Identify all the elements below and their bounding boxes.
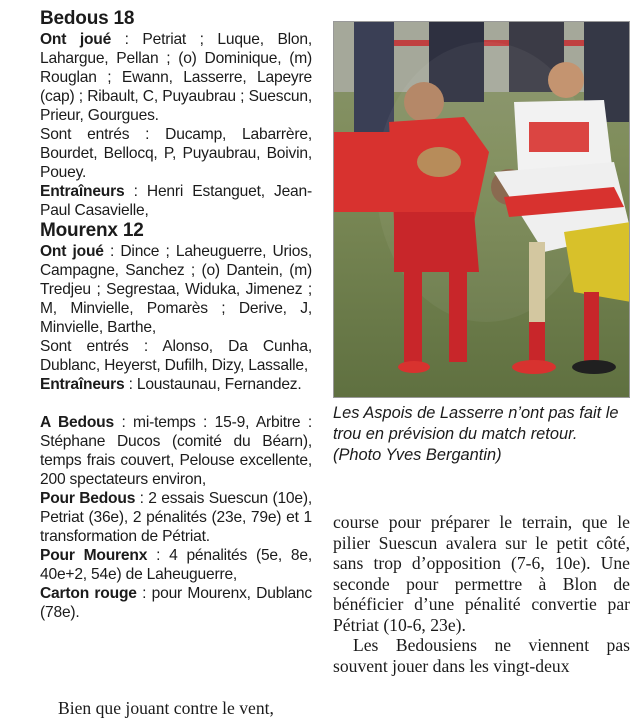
mourenx-coaches — [40, 375, 312, 394]
team-title-mourenx: Mourenx 12 — [40, 220, 144, 241]
article-paragraph-2: Les Bedousiens ne viennent pas souvent jouer dans les vingt-deux — [333, 635, 630, 676]
pour-mourenx-label: Pour Mourenx — [40, 547, 148, 564]
article-text-left-start: Bien que jouant contre le vent, — [58, 698, 274, 718]
mourenx-coaches-text: : Loustaunau, Fernandez. — [124, 376, 302, 393]
bedous-coaches-label: Entraîneurs — [40, 183, 125, 200]
bedous-coaches — [40, 182, 312, 220]
mourenx-scoring — [40, 546, 312, 584]
match-info — [40, 413, 312, 489]
rugby-photo — [333, 21, 630, 398]
mourenx-coaches-label: Entraîneurs — [40, 376, 125, 393]
carton-rouge-label: Carton rouge — [40, 585, 137, 602]
bedous-lineup — [40, 30, 312, 125]
mourenx-lineup — [40, 242, 312, 337]
match-details-column — [40, 8, 312, 622]
mourenx-ont-joue-text: : Dince ; Laheuguerre, Urios, Campagne, Sanchez ; (o) Dantein, (m) Tredjeu ; Segrestaa, Widuka, Jimenez ; M, Minvielle, Pomarès ; Derive, J, Minvielle, Barthe, — [40, 243, 312, 336]
bedous-ont-joue-label: Ont joué — [40, 31, 112, 48]
bedous-coaches-text: : Henri Estanguet, Jean-Paul Casavielle, — [40, 183, 312, 219]
bedous-scoring — [40, 489, 312, 546]
article-text-right — [333, 512, 630, 676]
rugby-photo-illustration — [334, 22, 630, 398]
pour-bedous-label: Pour Bedous — [40, 490, 136, 507]
a-bedous-text: : mi-temps : 15-9, Arbitre : Stéphane Ducos (comité du Béarn), temps frais couvert, Pelouse excellente, 200 spectateurs environ, — [40, 414, 312, 488]
a-bedous-label: A Bedous — [40, 414, 114, 431]
carton-rouge-text: : pour Mourenx, Dublanc (78e). — [40, 585, 312, 621]
mourenx-ont-joue-label: Ont joué — [40, 243, 104, 260]
pour-mourenx-text: : 4 pénalités (5e, 8e, 40e+2, 54e) de Laheuguerre, — [40, 547, 312, 583]
bedous-ont-joue-text: : Petriat ; Luque, Blon, Lahargue, Pellan ; (o) Dominique, (m) Rouglan ; Ewann, Lasserre, Lapeyre (cap) ; Ribault, C, Puyaubrau ; Suescun, Prieur, Gourgues. — [40, 31, 312, 124]
red-card-info — [40, 584, 312, 622]
article-paragraph-1: course pour préparer le terrain, que le pilier Suescun avalera sur le petit côté, sans trop d’opposition (7-6, 10e). Une seconde pour permettre à Blon de bénéficier d’une pénalité convertie par Pétriat (10-6, 23e). — [333, 512, 630, 635]
bedous-substitutes: Sont entrés : Ducamp, Labarrère, Bourdet, Bellocq, P, Puyaubrau, Boivin, Pouey. — [40, 126, 312, 181]
mourenx-substitutes: Sont entrés : Alonso, Da Cunha, Dublanc, Heyerst, Dufilh, Dizy, Lassalle, — [40, 338, 312, 374]
photo-caption: Les Aspois de Lasserre n’ont pas fait le trou en prévision du match retour. (Photo Yves Bergantin) — [333, 404, 619, 464]
pour-bedous-text: : 2 essais Suescun (10e), Petriat (36e), 2 pénalités (23e, 79e) et 1 transformation de Pétriat. — [40, 490, 312, 545]
team-title-bedous: Bedous 18 — [40, 8, 135, 29]
